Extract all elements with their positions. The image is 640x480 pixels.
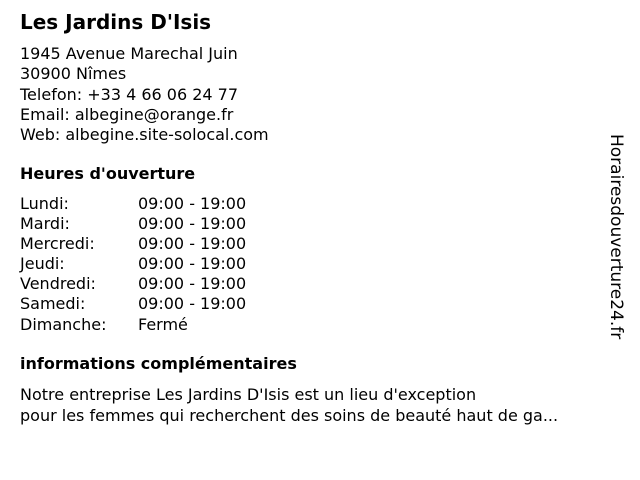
hours-day: Jeudi: xyxy=(20,254,65,274)
additional-info-heading: informations complémentaires xyxy=(20,354,297,373)
hours-row-friday xyxy=(20,274,246,294)
hours-row-wednesday xyxy=(20,234,246,254)
opening-hours-table xyxy=(20,194,246,335)
hours-row-saturday xyxy=(20,294,246,314)
business-description xyxy=(20,384,610,426)
hours-row-thursday xyxy=(20,254,246,274)
hours-time: 09:00 - 19:00 xyxy=(138,294,247,314)
description-line: Notre entreprise Les Jardins D'Isis est un lieu d'exception xyxy=(20,385,477,404)
description-line: pour les femmes qui recherchent des soins de beauté haut de ga... xyxy=(20,406,559,425)
address-street: 1945 Avenue Marechal Juin xyxy=(20,44,238,63)
hours-row-sunday xyxy=(20,315,246,335)
hours-day: Mercredi: xyxy=(20,234,95,254)
website-text: Web: albegine.site-solocal.com xyxy=(20,125,269,145)
hours-row-tuesday xyxy=(20,214,246,234)
address-city: 30900 Nîmes xyxy=(20,64,127,84)
email-text: Email: albegine@orange.fr xyxy=(20,104,234,124)
hours-day: Mardi: xyxy=(20,214,70,234)
opening-hours-heading: Heures d'ouverture xyxy=(20,164,196,183)
hours-day: Samedi: xyxy=(20,294,86,314)
site-watermark: Horairesdouverture24.fr xyxy=(606,134,626,340)
hours-day: Vendredi: xyxy=(20,274,96,294)
contact-block xyxy=(20,44,269,145)
hours-time: Fermé xyxy=(138,314,188,334)
hours-time: 09:00 - 19:00 xyxy=(138,214,247,234)
hours-day: Dimanche: xyxy=(20,314,107,334)
hours-time: 09:00 - 19:00 xyxy=(138,194,247,213)
business-name: Les Jardins D'Isis xyxy=(20,10,212,34)
hours-time: 09:00 - 19:00 xyxy=(138,234,247,254)
phone-text: Telefon: +33 4 66 06 24 77 xyxy=(20,84,239,104)
hours-row-monday xyxy=(20,194,246,214)
hours-time: 09:00 - 19:00 xyxy=(138,274,247,294)
hours-day: Lundi: xyxy=(20,194,69,213)
hours-time: 09:00 - 19:00 xyxy=(138,254,247,274)
